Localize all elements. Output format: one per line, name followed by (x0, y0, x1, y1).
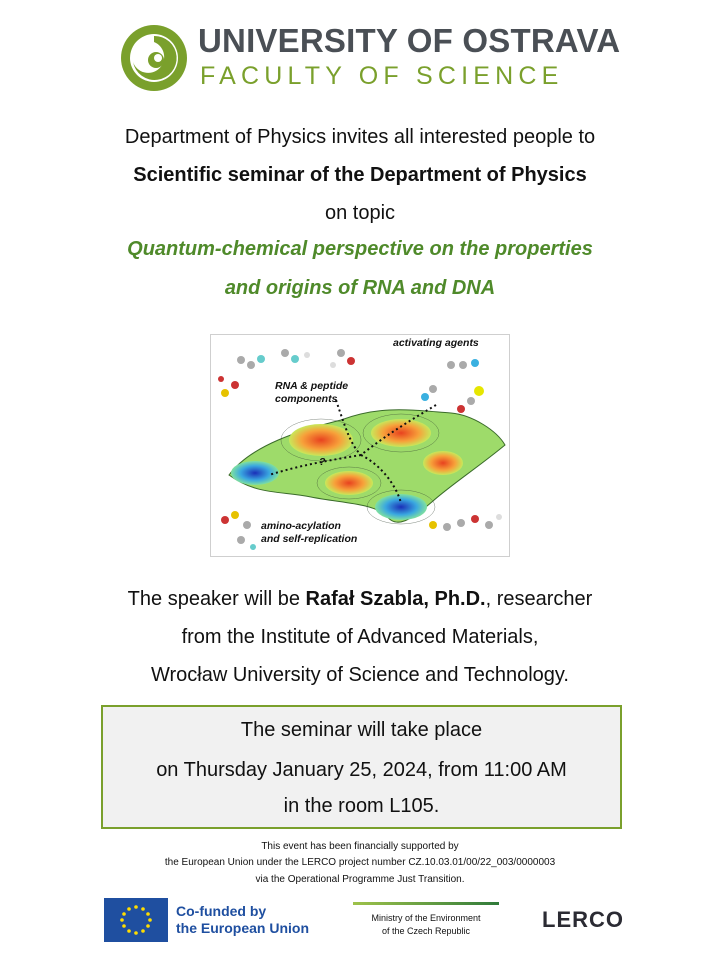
label-self-replication: and self-replication (261, 533, 358, 545)
topic-title-line-2: and origins of RNA and DNA (224, 277, 496, 299)
seminar-illustration (210, 334, 510, 557)
event-info-box (101, 705, 622, 829)
energy-peak (325, 471, 373, 495)
topic-title-line-1: Quantum-chemical perspective on the properties (127, 238, 593, 260)
event-line-1: The seminar will take place (240, 719, 483, 741)
energy-peak (289, 424, 353, 456)
university-name: UNIVERSITY OF OSTRAVA (198, 22, 621, 59)
eu-cofunded-line-2: the European Union (176, 920, 309, 936)
energy-peak (423, 451, 463, 475)
speaker-name: Rafał Szabla, Ph.D. (305, 588, 486, 610)
university-logo-icon (118, 22, 190, 94)
eu-flag-icon (104, 898, 168, 942)
speaker-suffix: , researcher (485, 588, 593, 610)
label-rna-peptide-2: components (275, 393, 338, 405)
label-question-mark: ? (319, 456, 326, 468)
funding-line-1: This event has been financially supported by (261, 841, 459, 852)
event-room: in the room L105. (283, 795, 440, 817)
eu-cofunded-line-1: Co-funded by (176, 903, 267, 919)
label-activating-agents: activating agents (393, 337, 479, 349)
on-topic-text: on topic (324, 202, 396, 224)
invitation-text: Department of Physics invites all interested people to (124, 126, 596, 148)
speaker-line-2: from the Institute of Advanced Materials, (181, 626, 539, 648)
funding-line-2: the European Union under the LERCO project number CZ.10.03.01/00/22_003/0000003 (164, 857, 556, 868)
energy-peak (371, 419, 431, 447)
label-amino-acylation: amino-acylation (261, 520, 341, 532)
energy-well (375, 494, 427, 520)
speaker-line-1 (0, 588, 720, 611)
ministry-name-line-2: of the Czech Republic (381, 926, 471, 936)
energy-well (231, 461, 279, 485)
ministry-name-line-1: Ministry of the Environment (371, 913, 481, 923)
ministry-logo-bar (353, 902, 499, 905)
speaker-line-3: Wrocław University of Science and Technology. (151, 664, 569, 686)
funding-line-3: via the Operational Programme Just Transition. (255, 874, 465, 885)
seminar-title: Scientific seminar of the Department of Physics (133, 164, 587, 186)
lerco-logo: LERCO (542, 907, 624, 932)
faculty-name: FACULTY OF SCIENCE (200, 62, 564, 90)
label-rna-peptide-1: RNA & peptide (275, 380, 349, 392)
speaker-prefix: The speaker will be (127, 588, 306, 610)
event-date-time: on Thursday January 25, 2024, from 11:00 AM (156, 759, 567, 781)
